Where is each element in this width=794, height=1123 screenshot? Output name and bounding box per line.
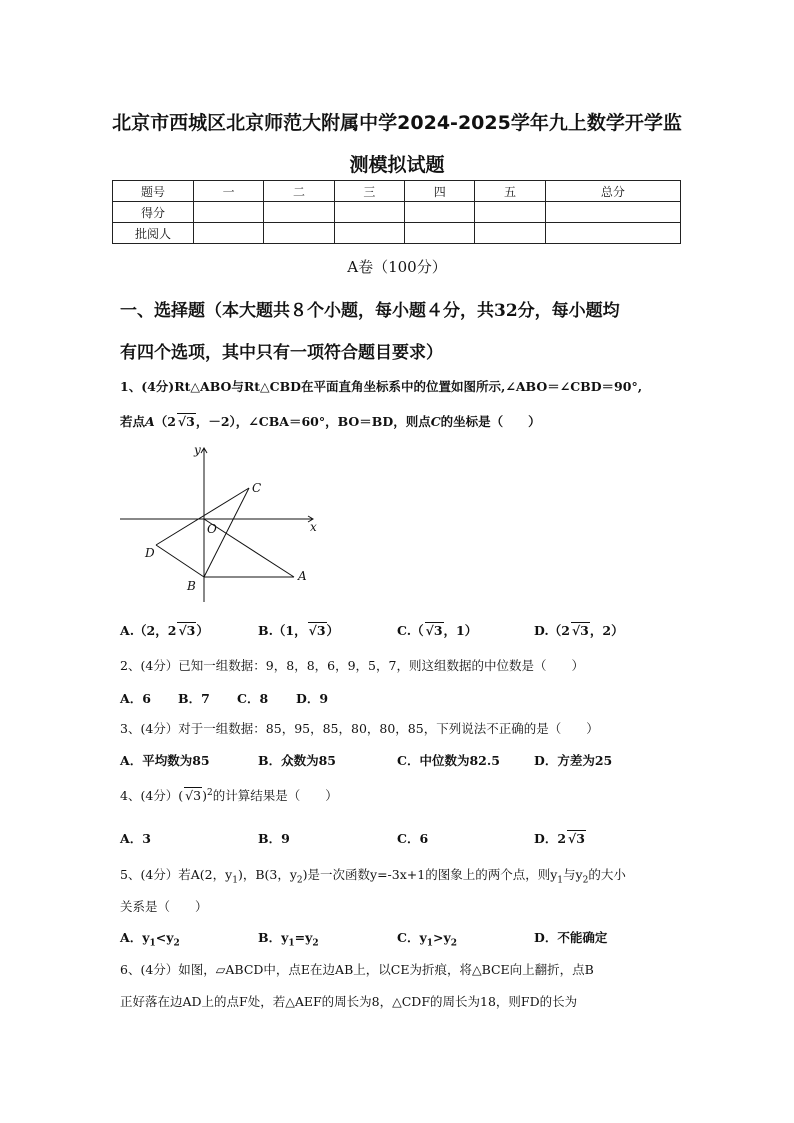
score-table-header-row [113, 181, 681, 202]
label-x: x [310, 520, 317, 534]
score-header-cell: 四 [405, 181, 475, 202]
q6-line1: 6、(4分）如图，▱ABCD中，点E在边AB上，以CE为折痕，将△BCE向上翻折，点B [120, 962, 594, 977]
q4-option-a: A．3 [120, 831, 151, 846]
q1-option-b: B.（1， √3） [258, 623, 340, 638]
sqrt-symbol: √3 [308, 623, 326, 638]
score-header-cell: 一 [194, 181, 264, 202]
sqrt-symbol: √3 [185, 788, 202, 803]
label-y: y [194, 443, 201, 457]
section-a-heading: A卷（100分） [347, 258, 447, 276]
q3-option-a: A．平均数为85 [120, 753, 210, 768]
score-table [112, 180, 681, 244]
score-table-row [113, 202, 681, 223]
q2-option-a: A．6 [120, 691, 151, 706]
label-A: A [298, 569, 307, 583]
q2-option-c: C．8 [237, 691, 269, 706]
label-C: C [252, 481, 262, 495]
sqrt-symbol: √3 [178, 623, 196, 638]
score-header-cell: 五 [475, 181, 545, 202]
sqrt-symbol: √3 [568, 831, 585, 846]
sqrt-symbol: √3 [177, 414, 195, 429]
score-header-cell: 二 [264, 181, 334, 202]
q4-text: 4、(4分）( √3)$^2$的计算结果是（ ） [120, 787, 338, 803]
q5-option-a: A．$y_1<y_2$ [120, 930, 180, 949]
exam-title-line2: 测模拟试题 [349, 154, 445, 176]
q2-text: 2、(4分）已知一组数据：9，8，8，6，9，5，7，则这组数据的中位数是（ ） [120, 658, 584, 673]
q1-line2: 若点A（2 √3，－2），∠CBA＝60°，BO＝BD，则点C的坐标是（ ） [120, 414, 541, 429]
q5-option-d: D．不能确定 [534, 930, 608, 945]
label-B: B [187, 579, 196, 593]
q1-line1: 1、(4分)Rt△ABO与Rt△CBD在平面直角坐标系中的位置如图所示,∠ABO＝∠CBD＝90°, [120, 379, 643, 394]
q6-line2: 正好落在边AD上的点F处，若△AEF的周长为8，△CDF的周长为18，则FD的长为 [120, 994, 578, 1009]
label-D: D [145, 546, 155, 560]
q4-option-c: C．6 [397, 831, 429, 846]
q3-option-c: C．中位数为82.5 [397, 753, 500, 768]
score-table-row [113, 223, 681, 244]
score-header-cell: 总分 [545, 181, 680, 202]
q4-option-b: B．9 [258, 831, 290, 846]
q5-option-b: B．$y_1=y_2$ [258, 930, 319, 949]
q3-option-b: B．众数为85 [258, 753, 336, 768]
score-row-label: 批阅人 [113, 223, 194, 244]
q1-coordinate-figure [115, 440, 345, 610]
q2-option-d: D．9 [296, 691, 329, 706]
section1-heading-line2: 有四个选项，其中只有一项符合题目要求） [120, 343, 443, 363]
q1-option-d: D.（2 √3，2） [534, 623, 624, 638]
score-header-cell: 三 [334, 181, 404, 202]
score-header-cell: 题号 [113, 181, 194, 202]
label-O: O [207, 522, 217, 536]
q5-line1: 5、(4分）若A(2，$y_1$)，B(3，$y_2$)是一次函数y=-3x+1的图象上的两个点，则$y_1$与$y_2$的大小 [120, 867, 626, 886]
sqrt-symbol: √3 [425, 623, 443, 638]
q5-line2: 关系是（ ） [120, 899, 208, 914]
q4-option-d: D．2 √3 [534, 831, 585, 846]
q1-option-a: A.（2，2 √3） [120, 623, 209, 638]
score-row-label: 得分 [113, 202, 194, 223]
section1-heading-line1: 一、选择题（本大题共８个小题，每小题４分，共32分，每小题均 [120, 301, 620, 321]
q3-text: 3、(4分）对于一组数据：85，95，85，80，80，85，下列说法不正确的是（ ） [120, 721, 599, 736]
q1-option-c: C.（ √3，1） [397, 623, 478, 638]
q3-option-d: D．方差为25 [534, 753, 613, 768]
exam-title-line1: 北京市西城区北京师范大附属中学2024-2025学年九上数学开学监 [112, 112, 682, 134]
q5-option-c: C．$y_1>y_2$ [397, 930, 457, 949]
sqrt-symbol: √3 [571, 623, 589, 638]
q2-option-b: B．7 [178, 691, 210, 706]
